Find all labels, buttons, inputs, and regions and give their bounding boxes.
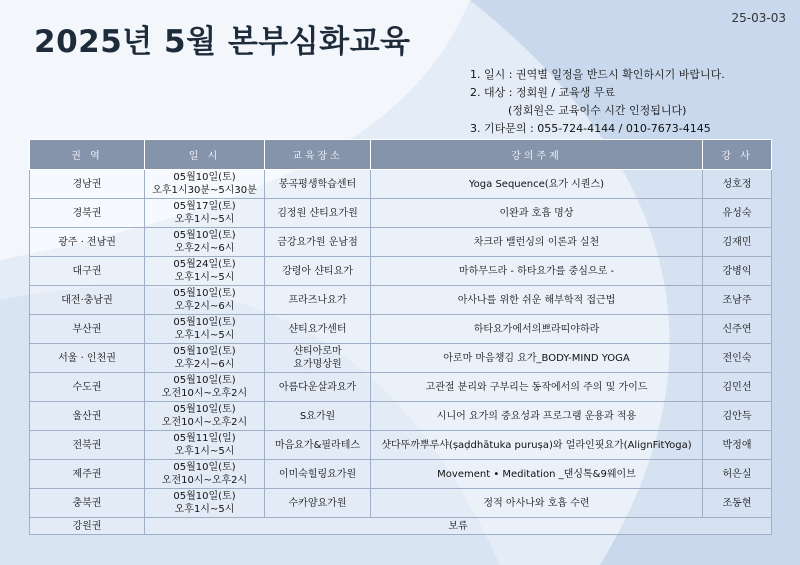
cell-datetime [145,431,265,460]
cell-region-region: 경북권 [72,207,102,219]
cell-datetime-date: 05월24일(토) [173,259,236,270]
info-line-contact: 3. 기타문의 : 055-724-4144 / 010-7673-4145 [470,122,711,135]
cell-datetime-date: 05월11일(일) [173,433,236,444]
cell-region: 강원권 [30,518,145,535]
table-row [30,170,772,199]
cell-region-region: 울산권 [72,410,102,422]
cell-teacher-teacher: 김민선 [722,381,752,393]
cell-region [30,257,145,286]
cell-region-region: 대전·충남권 [61,294,113,306]
cell-teacher-teacher: 박정애 [722,439,752,451]
cell-datetime-time: 오후1시~5시 [174,330,235,341]
cell-datetime-time: 오후1시~5시 [174,214,235,225]
cell-datetime-time: 오전10시~오후2시 [161,417,248,428]
cell-teacher [703,373,772,402]
cell-topic-topic: 하타요가에서의쁘라띠야하라 [473,323,600,335]
cell-datetime-date: 05월10일(토) [173,230,236,241]
cell-topic [371,431,703,460]
cell-place-place: S요가원 [299,410,336,422]
cell-place-place: 봉곡평생학습센터 [278,178,357,190]
page-title: 2025년 5월 본부심화교육 [34,24,411,60]
cell-place-place: 강령아 샨티요가 [282,265,353,277]
cell-region [30,344,145,373]
cell-topic [371,170,703,199]
cell-teacher-teacher: 김재민 [722,236,752,248]
cell-datetime-date: 05월10일(토) [173,462,236,473]
cell-region [30,315,145,344]
cell-datetime-time: 오후2시~6시 [174,359,235,370]
cell-region-region: 제주권 [72,468,102,480]
table-row [30,199,772,228]
cell-place [265,228,371,257]
cell-topic-topic: 시니어 요가의 중요성과 프로그램 운용과 적용 [436,410,637,422]
table-row [30,286,772,315]
cell-datetime [145,344,265,373]
cell-datetime-time: 오후2시~6시 [174,301,235,312]
cell-place-place: 샨티아로마 [293,346,342,357]
cell-teacher [703,344,772,373]
cell-place [265,344,371,373]
cell-region [30,373,145,402]
cell-topic [371,199,703,228]
cell-place [265,402,371,431]
cell-datetime-time: 오전10시~오후2시 [161,388,248,399]
cell-topic [371,402,703,431]
cell-region-region: 경남권 [72,178,102,190]
cell-place-place: 샨티요가센터 [288,323,347,335]
table-row [30,518,772,535]
cell-datetime-date: 05월10일(토) [173,346,236,357]
schedule-table [29,139,772,535]
cell-teacher-teacher: 조남주 [722,294,752,306]
table-row [30,489,772,518]
cell-topic [371,489,703,518]
cell-topic-topic: 샷다뚜까뿌루샤(ṣaḍdhātuka puruṣa)와 얼라인핏요가(AlignFitYoga) [381,439,692,451]
cell-datetime-date: 05월10일(토) [173,404,236,415]
cell-datetime-time: 오후2시~6시 [174,243,235,254]
cell-teacher [703,402,772,431]
cell-place [265,199,371,228]
cell-topic-topic: 고관절 분리와 구부리는 동작에서의 주의 및 가이드 [425,381,648,393]
cell-teacher-teacher: 허은실 [722,468,752,480]
cell-region [30,228,145,257]
info-line-target: 2. 대상 : 정회원 / 교육생 무료 [470,86,616,99]
table-row [30,373,772,402]
cell-datetime [145,373,265,402]
cell-topic [371,344,703,373]
cell-place [265,257,371,286]
cell-datetime-date: 05월10일(토) [173,491,236,502]
cell-datetime [145,315,265,344]
cell-datetime-time: 오후1시~5시 [174,446,235,457]
cell-place [265,373,371,402]
cell-datetime [145,199,265,228]
cell-datetime-date: 05월10일(토) [173,317,236,328]
info-line-note: (정회원은 교육이수 시간 인정됩니다) [508,104,687,117]
cell-place [265,286,371,315]
cell-topic [371,373,703,402]
cell-topic-topic: 아사나를 위한 쉬운 해부학적 접근법 [457,294,616,306]
cell-place [265,431,371,460]
table-header-row [30,140,772,170]
cell-note: 보류 [145,518,772,535]
header-topic: 강의주제 [371,140,703,170]
cell-teacher-teacher: 조동현 [722,497,752,509]
cell-region-region: 서울 · 인천권 [58,352,116,364]
cell-teacher [703,199,772,228]
cell-topic-topic: Yoga Sequence(요가 시퀀스) [468,178,605,190]
cell-place [265,489,371,518]
cell-place-place: 이미숙힐링요가원 [278,468,357,480]
cell-region [30,286,145,315]
cell-datetime [145,460,265,489]
cell-place [265,315,371,344]
cell-teacher [703,257,772,286]
cell-topic [371,286,703,315]
cell-place-place: 프라즈나요가 [288,294,347,306]
cell-datetime [145,170,265,199]
cell-topic-topic: 이완과 호흡 명상 [499,207,574,219]
cell-datetime-date: 05월10일(토) [173,172,236,183]
cell-teacher-teacher: 전인숙 [722,352,752,364]
cell-datetime [145,402,265,431]
cell-teacher-teacher: 성호정 [722,178,752,190]
cell-teacher-teacher: 유성숙 [722,207,752,219]
cell-place-place: 김정원 샨티요가원 [277,207,358,219]
cell-teacher-teacher: 신주연 [722,323,752,335]
table-row [30,460,772,489]
cell-place-place: 아름다운살과요가 [278,381,357,393]
table-row [30,344,772,373]
cell-region [30,402,145,431]
cell-region-region: 광주 · 전남권 [58,236,116,248]
cell-datetime [145,286,265,315]
cell-region [30,170,145,199]
header-teacher: 강 사 [703,140,772,170]
header-place: 교육장소 [265,140,371,170]
cell-topic-topic: 차크라 밸런싱의 이론과 실천 [473,236,600,248]
cell-datetime-date: 05월10일(토) [173,288,236,299]
header-datetime: 일 시 [145,140,265,170]
cell-teacher [703,170,772,199]
cell-datetime-time: 오후1시~5시 [174,504,235,515]
cell-topic [371,315,703,344]
cell-place-place: 금강요가원 운남점 [277,236,358,248]
cell-teacher [703,315,772,344]
cell-region-region: 부산권 [72,323,102,335]
cell-region-region: 충북권 [72,497,102,509]
info-line-schedule: 1. 일시 : 권역별 일정을 반드시 확인하시기 바랍니다. [470,68,725,81]
cell-teacher [703,286,772,315]
cell-region-region: 수도권 [72,381,102,393]
cell-place-place: 마음요가&필라테스 [274,439,361,451]
cell-datetime-date: 05월17일(토) [173,201,236,212]
table-row [30,402,772,431]
cell-datetime-date: 05월10일(토) [173,375,236,386]
cell-datetime [145,257,265,286]
cell-teacher [703,431,772,460]
cell-topic [371,257,703,286]
cell-datetime [145,228,265,257]
cell-place [265,460,371,489]
document-date: 25-03-03 [731,11,786,25]
cell-region [30,460,145,489]
cell-topic-topic: 정적 아사나와 호흡 수련 [483,497,590,509]
cell-topic-topic: 마하무드라 - 하타요가를 중심으로 - [458,265,615,277]
cell-datetime-time: 오후1시30분~5시30분 [152,185,257,196]
cell-region-region: 대구권 [72,265,102,277]
table-row [30,431,772,460]
header-region: 권 역 [30,140,145,170]
cell-topic-topic: 아로마 마음챙김 요가_BODY-MIND YOGA [443,352,630,364]
cell-region [30,431,145,460]
cell-region-region: 전북권 [72,439,102,451]
cell-topic [371,460,703,489]
cell-teacher [703,460,772,489]
cell-teacher-teacher: 김안득 [722,410,752,422]
cell-place [265,170,371,199]
cell-topic-topic: Movement • Meditation _댄싱톡&9웨이브 [437,468,636,480]
cell-datetime-time: 오전10시~오후2시 [161,475,248,486]
cell-teacher [703,489,772,518]
cell-region [30,489,145,518]
table-row [30,315,772,344]
cell-region [30,199,145,228]
cell-datetime [145,489,265,518]
table-row [30,228,772,257]
info-block [470,66,725,138]
cell-teacher-teacher: 강병익 [722,265,752,277]
cell-topic [371,228,703,257]
cell-teacher [703,228,772,257]
cell-datetime-time: 오후1시~5시 [174,272,235,283]
cell-place-place: 수카얌요가원 [288,497,347,509]
table-row [30,257,772,286]
cell-place-place2: 요가명상원 [293,359,342,370]
